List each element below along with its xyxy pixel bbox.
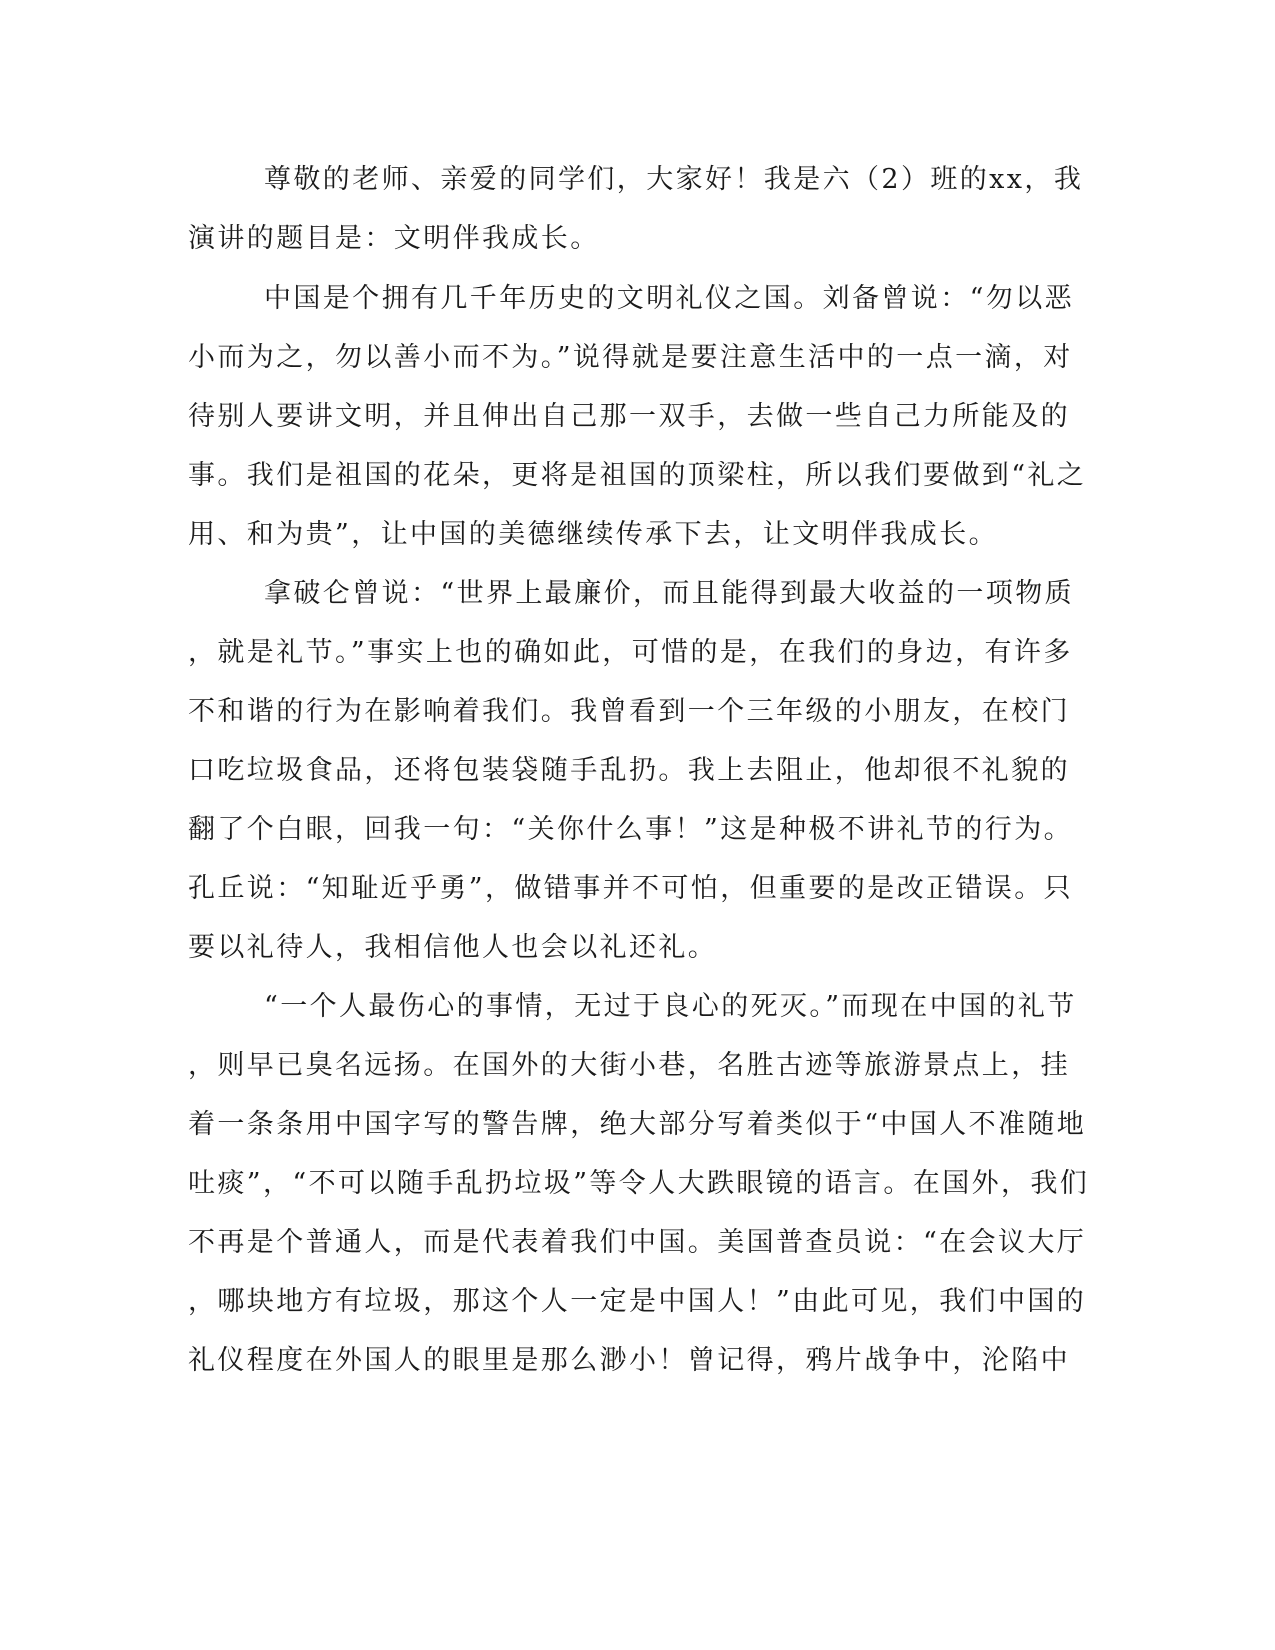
- text-line: 事。我们是祖国的花朵，更将是祖国的顶梁柱，所以我们要做到“礼之: [188, 460, 1087, 491]
- text-line: ，就是礼节。”事实上也的确如此，可惜的是，在我们的身边，有许多: [188, 637, 1073, 668]
- text-line: 中国是个拥有几千年历史的文明礼仪之国。刘备曾说：“勿以恶: [264, 283, 1075, 314]
- text-line: 演讲的题目是：文明伴我成长。: [188, 223, 600, 254]
- text-line: 拿破仑曾说：“世界上最廉价，而且能得到最大收益的一项物质: [264, 578, 1075, 609]
- text-line: 要以礼待人，我相信他人也会以礼还礼。: [188, 932, 718, 963]
- text-line: 口吃垃圾食品，还将包装袋随手乱扔。我上去阻止，他却很不礼貌的: [188, 755, 1070, 786]
- text-line: 尊敬的老师、亲爱的同学们，大家好！我是六（2）班的xx，我: [264, 164, 1084, 195]
- text-line: 待别人要讲文明，并且伸出自己那一双手，去做一些自己力所能及的: [188, 401, 1070, 432]
- text-line: 不和谐的行为在影响着我们。我曾看到一个三年级的小朋友，在校门: [188, 696, 1070, 727]
- text-line: ，则早已臭名远扬。在国外的大街小巷，名胜古迹等旅游景点上，挂: [188, 1050, 1070, 1081]
- text-line: 礼仪程度在外国人的眼里是那么渺小！曾记得，鸦片战争中，沦陷中: [188, 1345, 1070, 1376]
- text-line: 小而为之，勿以善小而不为。”说得就是要注意生活中的一点一滴，对: [188, 342, 1073, 373]
- text-line: “一个人最伤心的事情，无过于良心的死灭。”而现在中国的礼节: [264, 991, 1077, 1022]
- text-line: 用、和为贵”，让中国的美德继续传承下去，让文明伴我成长。: [188, 519, 999, 550]
- text-line: ，哪块地方有垃圾，那这个人一定是中国人！”由此可见，我们中国的: [188, 1286, 1087, 1317]
- text-line: 翻了个白眼，回我一句：“关你什么事！”这是种极不讲礼节的行为。: [188, 814, 1074, 845]
- text-line: 着一条条用中国字写的警告牌，绝大部分写着类似于“中国人不准随地: [188, 1109, 1087, 1140]
- text-line: 不再是个普通人，而是代表着我们中国。美国普查员说：“在会议大厅: [188, 1227, 1087, 1258]
- text-line: 吐痰”，“不可以随手乱扔垃圾”等令人大跌眼镜的语言。在国外，我们: [188, 1168, 1090, 1199]
- text-line: 孔丘说：“知耻近乎勇”，做错事并不可怕，但重要的是改正错误。只: [188, 873, 1074, 904]
